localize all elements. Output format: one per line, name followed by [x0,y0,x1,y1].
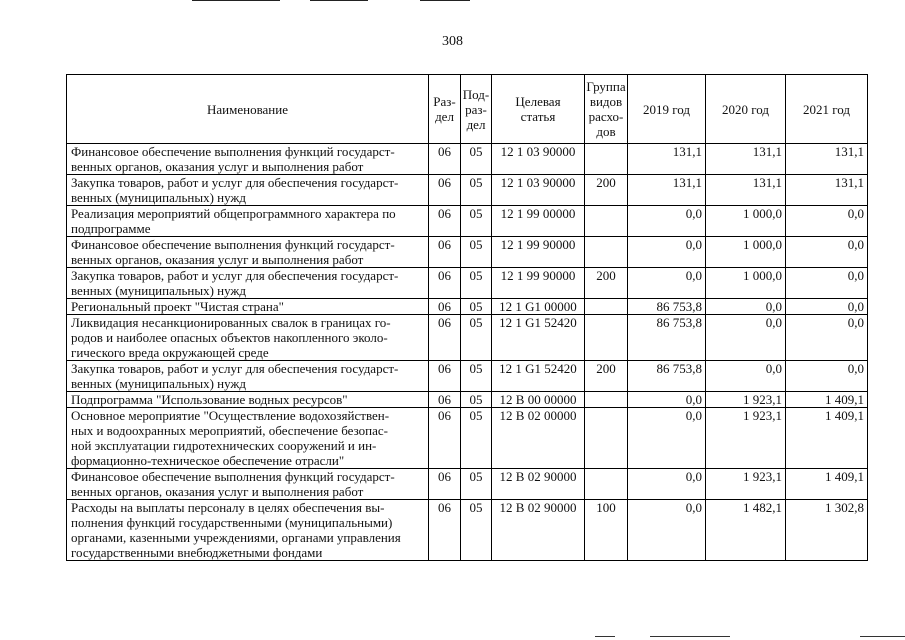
cell-2019: 0,0 [628,408,706,469]
cell-group [585,299,628,315]
cell-article: 12 1 G1 00000 [492,299,585,315]
table-row [67,299,868,315]
table-row [67,268,868,299]
cell-2021: 1 409,1 [786,469,868,500]
cell-2020: 1 000,0 [706,268,786,299]
top-rule-left [192,0,280,1]
cell-2019: 0,0 [628,237,706,268]
cell-razdel: 06 [429,361,461,392]
cell-2020: 1 482,1 [706,500,786,561]
cell-razdel: 06 [429,144,461,175]
top-rule-mid [310,0,368,1]
cell-razdel: 06 [429,299,461,315]
cell-article: 12 1 03 90000 [492,144,585,175]
cell-2021: 0,0 [786,268,868,299]
header-group: Группа видов расхо- дов [585,75,628,144]
table-row [67,469,868,500]
cell-2019: 0,0 [628,392,706,408]
cell-podrazdel: 05 [461,469,492,500]
cell-2019: 0,0 [628,268,706,299]
cell-2020: 1 000,0 [706,237,786,268]
cell-2020: 131,1 [706,144,786,175]
budget-table [66,74,868,561]
cell-article: 12 В 02 90000 [492,469,585,500]
cell-2019: 86 753,8 [628,361,706,392]
cell-name: Ликвидация несанкционированных свалок в границах го- родов и наиболее опасных объектов накопленного эколо- гического вреда окружающей среде [67,315,429,361]
cell-name: Закупка товаров, работ и услуг для обеспечения государст- венных (муниципальных) нужд [67,361,429,392]
cell-2021: 0,0 [786,206,868,237]
table-row [67,408,868,469]
cell-article: 12 В 02 00000 [492,408,585,469]
cell-name: Реализация мероприятий общепрограммного характера по подпрограмме [67,206,429,237]
cell-group [585,144,628,175]
cell-group [585,392,628,408]
table-row [67,500,868,561]
header-name: Наименование [67,75,429,144]
header-2019: 2019 год [628,75,706,144]
cell-name: Региональный проект "Чистая страна" [67,299,429,315]
cell-2021: 0,0 [786,299,868,315]
table-row [67,361,868,392]
cell-name: Закупка товаров, работ и услуг для обеспечения государст- венных (муниципальных) нужд [67,268,429,299]
cell-2021: 0,0 [786,237,868,268]
cell-name: Основное мероприятие "Осуществление водохозяйствен- ных и водоохранных мероприятий, обеспечение безопас- ной эксплуатации гидротехнических сооружений и ин- формационно-техническое обеспечение отрасли" [67,408,429,469]
cell-group [585,408,628,469]
cell-2020: 0,0 [706,315,786,361]
table-row [67,237,868,268]
cell-2020: 1 923,1 [706,408,786,469]
cell-2021: 131,1 [786,144,868,175]
cell-article: 12 1 G1 52420 [492,315,585,361]
cell-article: 12 1 G1 52420 [492,361,585,392]
cell-razdel: 06 [429,469,461,500]
bottom-mark-right [860,636,905,637]
cell-podrazdel: 05 [461,299,492,315]
cell-article: 12 В 02 90000 [492,500,585,561]
cell-podrazdel: 05 [461,315,492,361]
cell-razdel: 06 [429,500,461,561]
table-row [67,206,868,237]
header-article: Целевая статья [492,75,585,144]
cell-2021: 1 409,1 [786,408,868,469]
cell-article: 12 1 99 90000 [492,268,585,299]
header-2021: 2021 год [786,75,868,144]
cell-podrazdel: 05 [461,361,492,392]
cell-article: 12 1 99 00000 [492,206,585,237]
cell-razdel: 06 [429,392,461,408]
cell-2020: 1 000,0 [706,206,786,237]
table-row [67,144,868,175]
top-rule-right [420,0,470,1]
cell-2019: 131,1 [628,144,706,175]
cell-2020: 1 923,1 [706,392,786,408]
cell-2020: 1 923,1 [706,469,786,500]
cell-razdel: 06 [429,175,461,206]
page-number: 308 [442,34,463,49]
cell-article: 12 1 99 90000 [492,237,585,268]
cell-2021: 0,0 [786,361,868,392]
cell-2021: 1 302,8 [786,500,868,561]
cell-2021: 1 409,1 [786,392,868,408]
cell-2020: 0,0 [706,361,786,392]
cell-razdel: 06 [429,408,461,469]
cell-podrazdel: 05 [461,175,492,206]
cell-group: 200 [585,361,628,392]
header-razdel: Раз- дел [429,75,461,144]
cell-razdel: 06 [429,206,461,237]
cell-podrazdel: 05 [461,268,492,299]
cell-podrazdel: 05 [461,237,492,268]
bottom-mark-mid [650,636,730,637]
cell-group [585,315,628,361]
cell-podrazdel: 05 [461,144,492,175]
cell-2021: 0,0 [786,315,868,361]
cell-group [585,469,628,500]
cell-razdel: 06 [429,237,461,268]
cell-article: 12 В 00 00000 [492,392,585,408]
cell-name: Расходы на выплаты персоналу в целях обеспечения вы- полнения функций государственными (муниципальными) органами, казенными учреждениями, органами управления государственными внебюджетными фондами [67,500,429,561]
cell-2019: 86 753,8 [628,299,706,315]
cell-podrazdel: 05 [461,500,492,561]
cell-2019: 0,0 [628,500,706,561]
cell-name: Финансовое обеспечение выполнения функций государст- венных органов, оказания услуг и выполнения работ [67,469,429,500]
cell-group: 200 [585,175,628,206]
cell-razdel: 06 [429,268,461,299]
cell-2019: 0,0 [628,206,706,237]
cell-razdel: 06 [429,315,461,361]
cell-2019: 0,0 [628,469,706,500]
cell-group: 100 [585,500,628,561]
header-2020: 2020 год [706,75,786,144]
cell-group [585,206,628,237]
cell-name: Финансовое обеспечение выполнения функций государст- венных органов, оказания услуг и выполнения работ [67,144,429,175]
cell-2021: 131,1 [786,175,868,206]
cell-2020: 0,0 [706,299,786,315]
bottom-mark-left [595,636,615,637]
table-row [67,392,868,408]
cell-2020: 131,1 [706,175,786,206]
cell-group [585,237,628,268]
cell-article: 12 1 03 90000 [492,175,585,206]
table-row [67,315,868,361]
cell-podrazdel: 05 [461,206,492,237]
cell-name: Финансовое обеспечение выполнения функций государст- венных органов, оказания услуг и выполнения работ [67,237,429,268]
cell-name: Подпрограмма "Использование водных ресурсов" [67,392,429,408]
cell-podrazdel: 05 [461,408,492,469]
cell-2019: 131,1 [628,175,706,206]
header-podrazdel: Под- раз- дел [461,75,492,144]
cell-podrazdel: 05 [461,392,492,408]
table-row [67,175,868,206]
header-row [67,75,868,144]
cell-group: 200 [585,268,628,299]
cell-2019: 86 753,8 [628,315,706,361]
cell-name: Закупка товаров, работ и услуг для обеспечения государст- венных (муниципальных) нужд [67,175,429,206]
